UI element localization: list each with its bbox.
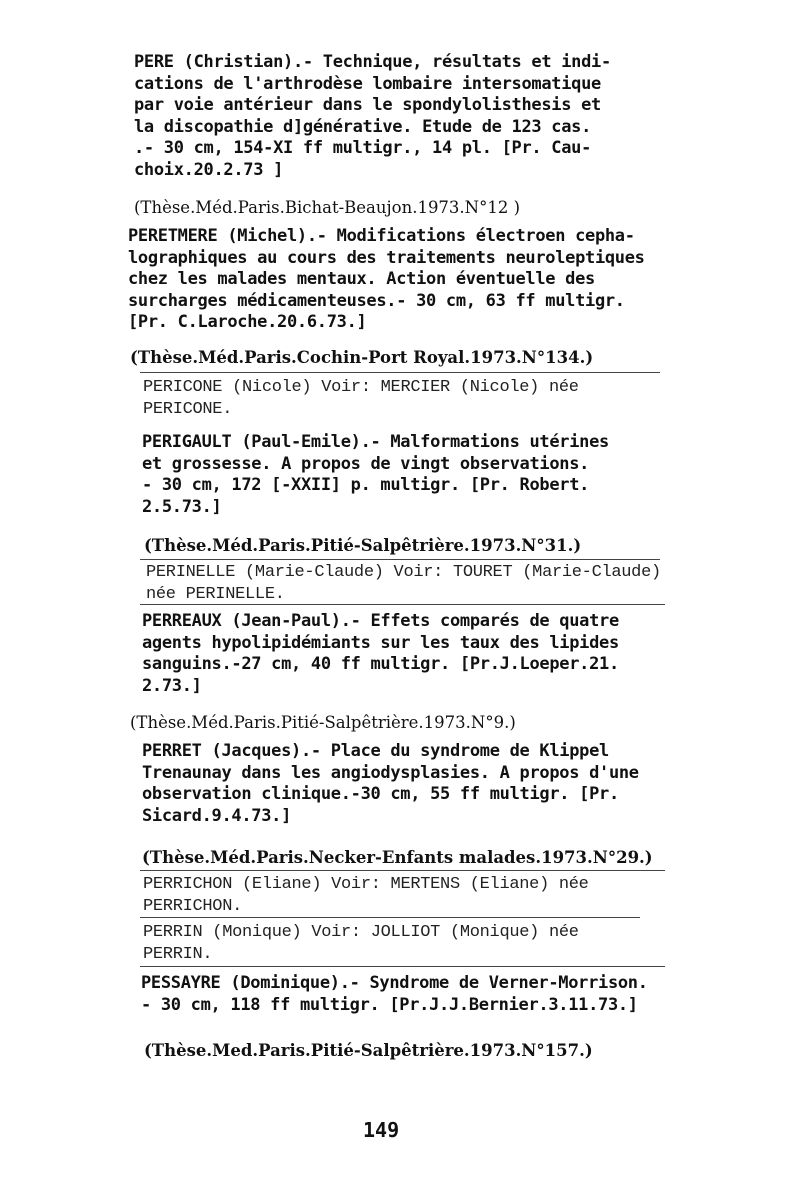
series-line: (Thèse.Med.Paris.Pitié-Salpêtrière.1973.N°157.) (144, 1041, 593, 1060)
series-line: (Thèse.Méd.Paris.Bichat-Beaujon.1973.N°12 ) (134, 198, 521, 217)
series-note-pessayre (144, 1040, 593, 1062)
entry-line: agents hypolipidémiants sur les taux des lipides (142, 632, 619, 653)
entry-perret (142, 741, 639, 827)
entry-line: 2.5.73.] (142, 496, 222, 517)
entry-line: - 30 cm, 172 [-XXII] p. multigr. [Pr. Robert. (142, 475, 590, 495)
entry-line: PERINELLE (Marie-Claude) Voir: TOURET (Marie-Claude) (146, 563, 661, 582)
entry-line: PERICONE. (143, 399, 233, 419)
separator-rule (140, 966, 665, 967)
entry-peretmere (128, 226, 645, 334)
entry-line: cations de l'arthrodèse lombaire intersomatique (134, 73, 601, 94)
entry-line: [Pr. C.Laroche.20.6.73.] (128, 312, 367, 332)
entry-perrin (143, 922, 579, 965)
series-line: (Thèse.Méd.Paris.Pitié-Salpêtrière.1973.N°9.) (130, 713, 516, 732)
entry-line: - 30 cm, 118 ff multigr. [Pr.J.J.Bernier.3.11.73.] (141, 994, 638, 1015)
entry-line: par voie antérieur dans le spondylolisthesis et (134, 95, 601, 115)
entry-line: Sicard.9.4.73.] (142, 805, 292, 826)
entry-line: observation clinique.-30 cm, 55 ff multigr. [Pr. (142, 784, 619, 804)
entry-line: surcharges médicamenteuses.- 30 cm, 63 ff multigr. (128, 290, 625, 311)
entry-line: PERREAUX (Jean-Paul).- Effets comparés de quatre (142, 611, 619, 631)
entry-line: sanguins.-27 cm, 40 ff multigr. [Pr.J.Loeper.21. (142, 654, 619, 674)
entry-perrichon (143, 874, 589, 917)
entry-line: PERICONE (Nicole) Voir: MERCIER (Nicole) née (143, 378, 579, 397)
entry-line: choix.20.2.73 ] (134, 159, 284, 180)
entry-line: la discopathie d]générative. Etude de 123 cas. (134, 116, 592, 137)
series-note-perret (142, 847, 653, 869)
series-note-peretmere (130, 347, 593, 369)
entry-pere (134, 52, 611, 181)
entry-line: PERRIN (Monique) Voir: JOLLIOT (Monique) née (143, 923, 579, 942)
series-line: (Thèse.Méd.Paris.Cochin-Port Royal.1973.N°134.) (130, 348, 594, 367)
entry-line: PERRICHON (Eliane) Voir: MERTENS (Eliane) née (143, 875, 589, 894)
series-note-perigault (144, 535, 581, 557)
entry-line: PERE (Christian).- Technique, résultats et indi- (134, 52, 611, 72)
series-line: (Thèse.Méd.Paris.Pitié-Salpêtrière.1973.N°31.) (144, 536, 582, 555)
entry-line: lographiques au cours des traitements neuroleptiques (128, 247, 645, 268)
separator-rule (140, 917, 640, 918)
entry-perreaux (142, 611, 619, 697)
entry-line: 2.73.] (142, 675, 202, 696)
series-note-perreaux (130, 712, 516, 734)
entry-pessayre (141, 973, 648, 1016)
entry-perigault (142, 432, 609, 518)
entry-line: née PERINELLE. (146, 584, 285, 604)
entry-perinelle (146, 562, 661, 605)
entry-line: PERRET (Jacques).- Place du syndrome de Klippel (142, 741, 609, 761)
entry-line: et grossesse. A propos de vingt observations. (142, 453, 590, 474)
entry-line: PERIGAULT (Paul-Emile).- Malformations utérines (142, 432, 609, 452)
separator-rule (140, 559, 660, 560)
separator-rule (140, 870, 665, 871)
series-line: (Thèse.Méd.Paris.Necker-Enfants malades.1973.N°29.) (142, 848, 653, 867)
separator-rule (140, 604, 665, 605)
entry-line: PERRICHON. (143, 896, 243, 916)
series-note-pere (134, 197, 520, 219)
separator-rule (140, 372, 660, 373)
entry-line: PESSAYRE (Dominique).- Syndrome de Verner-Morrison. (141, 973, 648, 993)
entry-pericone (143, 377, 579, 420)
page-number: 149 (363, 1118, 400, 1142)
entry-line: PERRIN. (143, 944, 213, 964)
entry-line: PERETMERE (Michel).- Modifications électroen cepha- (128, 226, 635, 246)
entry-line: .- 30 cm, 154-XI ff multigr., 14 pl. [Pr. Cau- (134, 138, 592, 158)
entry-line: chez les malades mentaux. Action éventuelle des (128, 269, 595, 289)
entry-line: Trenaunay dans les angiodysplasies. A propos d'une (142, 762, 639, 783)
